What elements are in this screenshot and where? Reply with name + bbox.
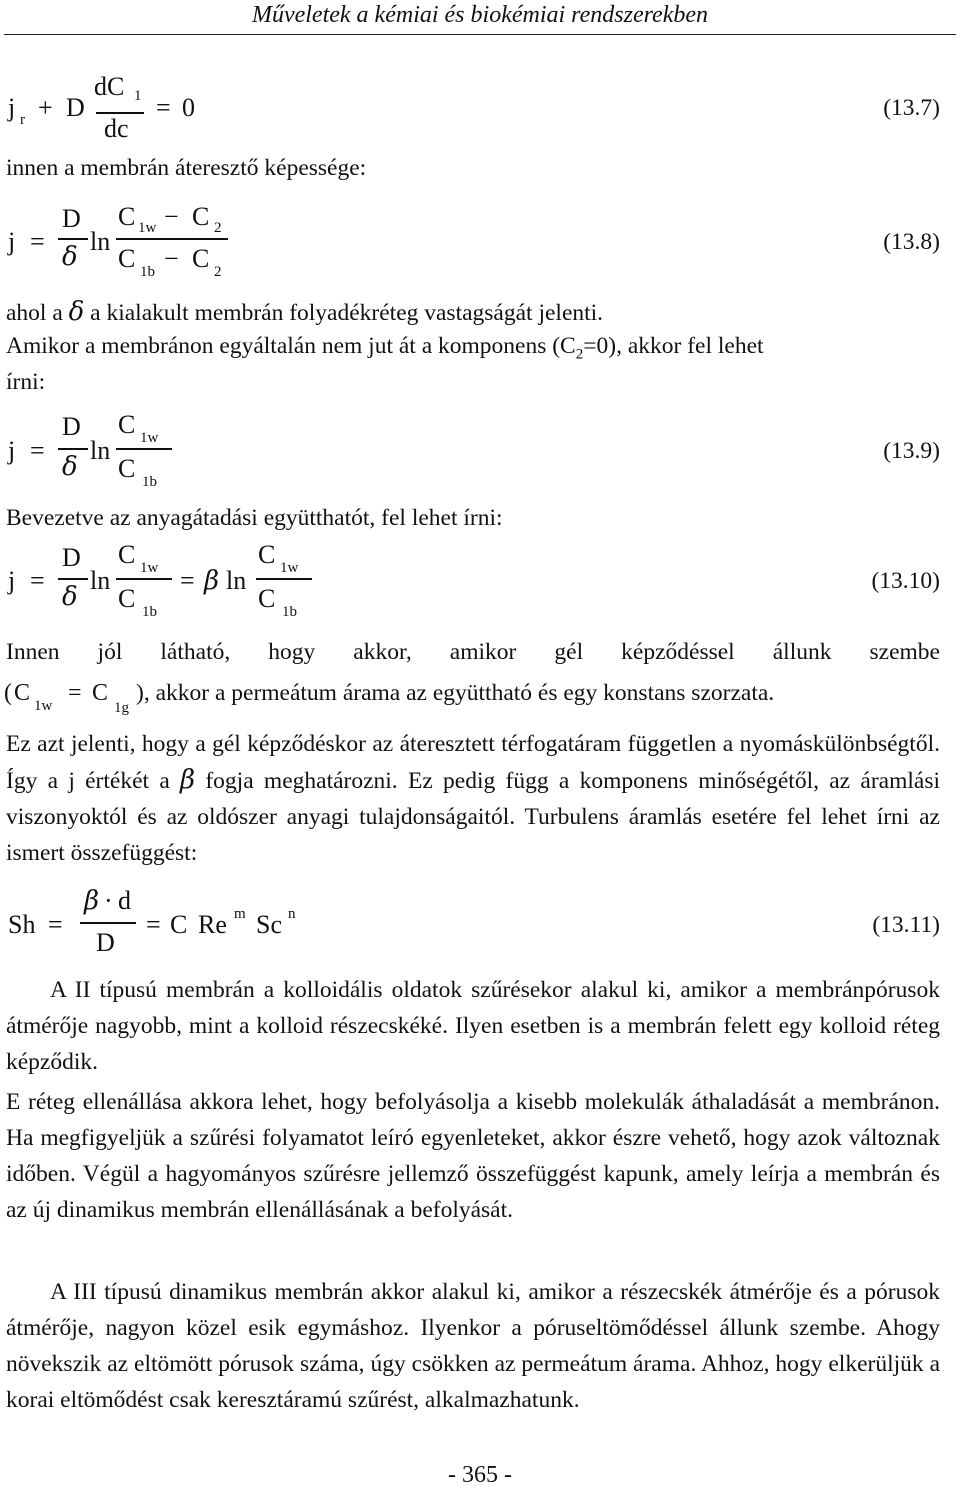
eq-subscript: 1b (282, 604, 297, 620)
eq-operator: = (180, 566, 195, 595)
eq-symbol: j (8, 436, 16, 465)
eq-subscript: 1 (134, 88, 142, 104)
eq-symbol: j (8, 566, 16, 595)
eq-symbol: C (170, 910, 188, 939)
fraction-bar (80, 922, 136, 924)
eq-denominator: δ (62, 582, 78, 612)
eq-symbol: Sh (8, 910, 36, 939)
eq-operator: = (48, 910, 63, 939)
fraction-bar (116, 578, 172, 580)
eq-function: ln (90, 227, 111, 256)
eq-numerator: D (62, 412, 81, 441)
eq-operator: − (164, 244, 179, 273)
eq-symbol: D (66, 93, 85, 122)
eq-operator: = (30, 227, 45, 256)
eq-function: ln (90, 436, 111, 465)
eq-subscript: 2 (214, 264, 222, 280)
paragraph-text: innen a membrán áteresztő képessége: (6, 155, 367, 181)
subscript: 2 (575, 346, 584, 363)
beta-symbol: β (84, 886, 100, 916)
equation-number: (13.9) (883, 438, 940, 464)
running-header: Műveletek a kémiai és biokémiai rendszerekben (251, 2, 709, 28)
eq-subscript: 1w (138, 220, 157, 236)
paragraph-text (6, 297, 603, 327)
eq-operator: = (30, 436, 45, 465)
eq-symbol: C (192, 202, 210, 231)
eq-numerator: D (62, 543, 81, 572)
eq-operator: = (156, 93, 171, 122)
eq-denominator: dc (104, 114, 129, 143)
eq-denominator: D (96, 928, 115, 957)
eq-operator: = (68, 680, 82, 706)
text-run: a kialakult membrán folyadékréteg vastagságát jelenti. (90, 300, 604, 326)
eq-symbol: C (118, 410, 136, 439)
eq-subscript: 1b (140, 264, 155, 280)
eq-symbol: C (92, 680, 109, 706)
fraction-bar (58, 238, 88, 240)
eq-subscript: 1w (280, 560, 299, 576)
paragraph-text: Bevezetve az anyagátadási együtthatót, fel lehet írni: (6, 505, 503, 531)
fraction-bar (58, 448, 88, 450)
eq-symbol: C (118, 584, 136, 613)
text-run: =0), akkor fel lehet (583, 333, 764, 359)
eq-operator: + (38, 93, 53, 122)
eq-symbol: C (192, 244, 210, 273)
paragraph-text (6, 333, 764, 364)
eq-subscript: 1w (140, 560, 159, 576)
eq-numerator: D (62, 204, 81, 233)
eq-denominator: δ (62, 452, 78, 482)
eq-symbol: j (8, 93, 16, 122)
equation-number: (13.10) (871, 568, 940, 594)
eq-symbol: C (258, 540, 276, 569)
fraction-bar (58, 578, 88, 580)
eq-denominator: δ (62, 242, 78, 272)
eq-function: ln (226, 566, 247, 595)
eq-symbol: C (118, 244, 136, 273)
paragraph-text: A II típusú membrán a kolloidális oldatok szűrésekor alakul ki, amikor a membránpórusok átmérője nagyobb, mint a kolloid részecskéké. Ilyen esetben is a membrán felett egy kolloid réteg képződik. (6, 977, 940, 1075)
eq-subscript: 1w (140, 430, 159, 446)
text-run: ), akkor a permeátum árama az együttható és egy konstans szorzata. (136, 680, 775, 706)
eq-symbol: C (118, 454, 136, 483)
eq-subscript: r (20, 112, 25, 128)
header-divider (4, 34, 956, 35)
paragraph-text: A III típusú dinamikus membrán akkor alakul ki, amikor a részecskék átmérője és a pórusok átmérője, nagyon közel esik egymáshoz. Ilyenkor a póruseltömődéssel állunk szembe. Ahogy növekszik az eltömött pórusok száma, úgy csökken az permeátum árama. Ahhoz, hogy elkerüljük a korai eltömődést csak keresztáramú szűrést, alkalmazhatunk. (6, 1279, 940, 1413)
paragraph-text (6, 726, 940, 871)
eq-superscript: m (234, 906, 246, 922)
eq-operator: = (30, 566, 45, 595)
eq-subscript: 2 (214, 220, 222, 236)
eq-operator: = (146, 910, 161, 939)
eq-symbol: 0 (182, 93, 195, 122)
eq-numerator: dC (94, 72, 125, 101)
eq-function: ln (90, 566, 111, 595)
paragraph-text: Innen jól látható, hogy akkor, amikor gél képződéssel állunk szembe (6, 639, 940, 665)
eq-operator: − (164, 202, 179, 231)
paragraph-text: E réteg ellenállása akkora lehet, hogy befolyásolja a kisebb molekulák áthaladását a membránon. Ha megfigyeljük a szűrési folyamatot leíró egyenleteket, akkor észre vehető, hogy azok változnak időben. Végül a hagyományos szűrésre jellemző összefüggést kapunk, amely leírja a membrán és az új dinamikus membrán ellenállásának a befolyását. (6, 1089, 940, 1223)
delta-symbol: δ (68, 297, 85, 327)
text-run: ahol a (6, 300, 63, 326)
paragraph-text: írni: (6, 369, 46, 395)
eq-symbol: C (118, 540, 136, 569)
equation-number: (13.7) (883, 95, 940, 121)
eq-operator: · (104, 886, 113, 915)
equation-number: (13.8) (883, 229, 940, 255)
eq-subscript: 1w (34, 698, 53, 714)
eq-subscript: 1g (114, 700, 129, 716)
fraction-bar (116, 448, 172, 450)
eq-subscript: 1b (142, 474, 157, 490)
eq-symbol: Sc (256, 910, 282, 939)
eq-symbol: j (8, 227, 16, 256)
text-run: Amikor a membránon egyáltalán nem jut át a komponens (C (6, 333, 576, 359)
beta-symbol: β (204, 566, 220, 596)
text-run: fogja meghatározni. Ez pedig függ a komponens minőségétől, az áramlási viszonyoktól és az oldószer anyagi tulajdonságaitól. Turbulens áramlás esetére fel lehet írni az ismert összefüggést: (6, 768, 940, 866)
eq-symbol: C (118, 202, 136, 231)
paren: ( (4, 680, 12, 706)
fraction-bar (256, 578, 312, 580)
eq-subscript: 1b (142, 604, 157, 620)
beta-symbol: β (180, 765, 196, 795)
text-run: Ez azt jelenti, hogy a gél képződéskor az áteresztett térfogatáram független a nyomáskülönbségtől. Így a j értékét a (6, 731, 940, 794)
eq-symbol: C (258, 584, 276, 613)
eq-symbol: C (14, 680, 31, 706)
equation-number: (13.11) (872, 912, 940, 938)
eq-symbol: d (118, 886, 131, 915)
fraction-bar (116, 238, 228, 240)
eq-symbol: Re (198, 910, 227, 939)
eq-superscript: n (288, 906, 296, 922)
page-number: - 365 - (448, 1462, 512, 1488)
